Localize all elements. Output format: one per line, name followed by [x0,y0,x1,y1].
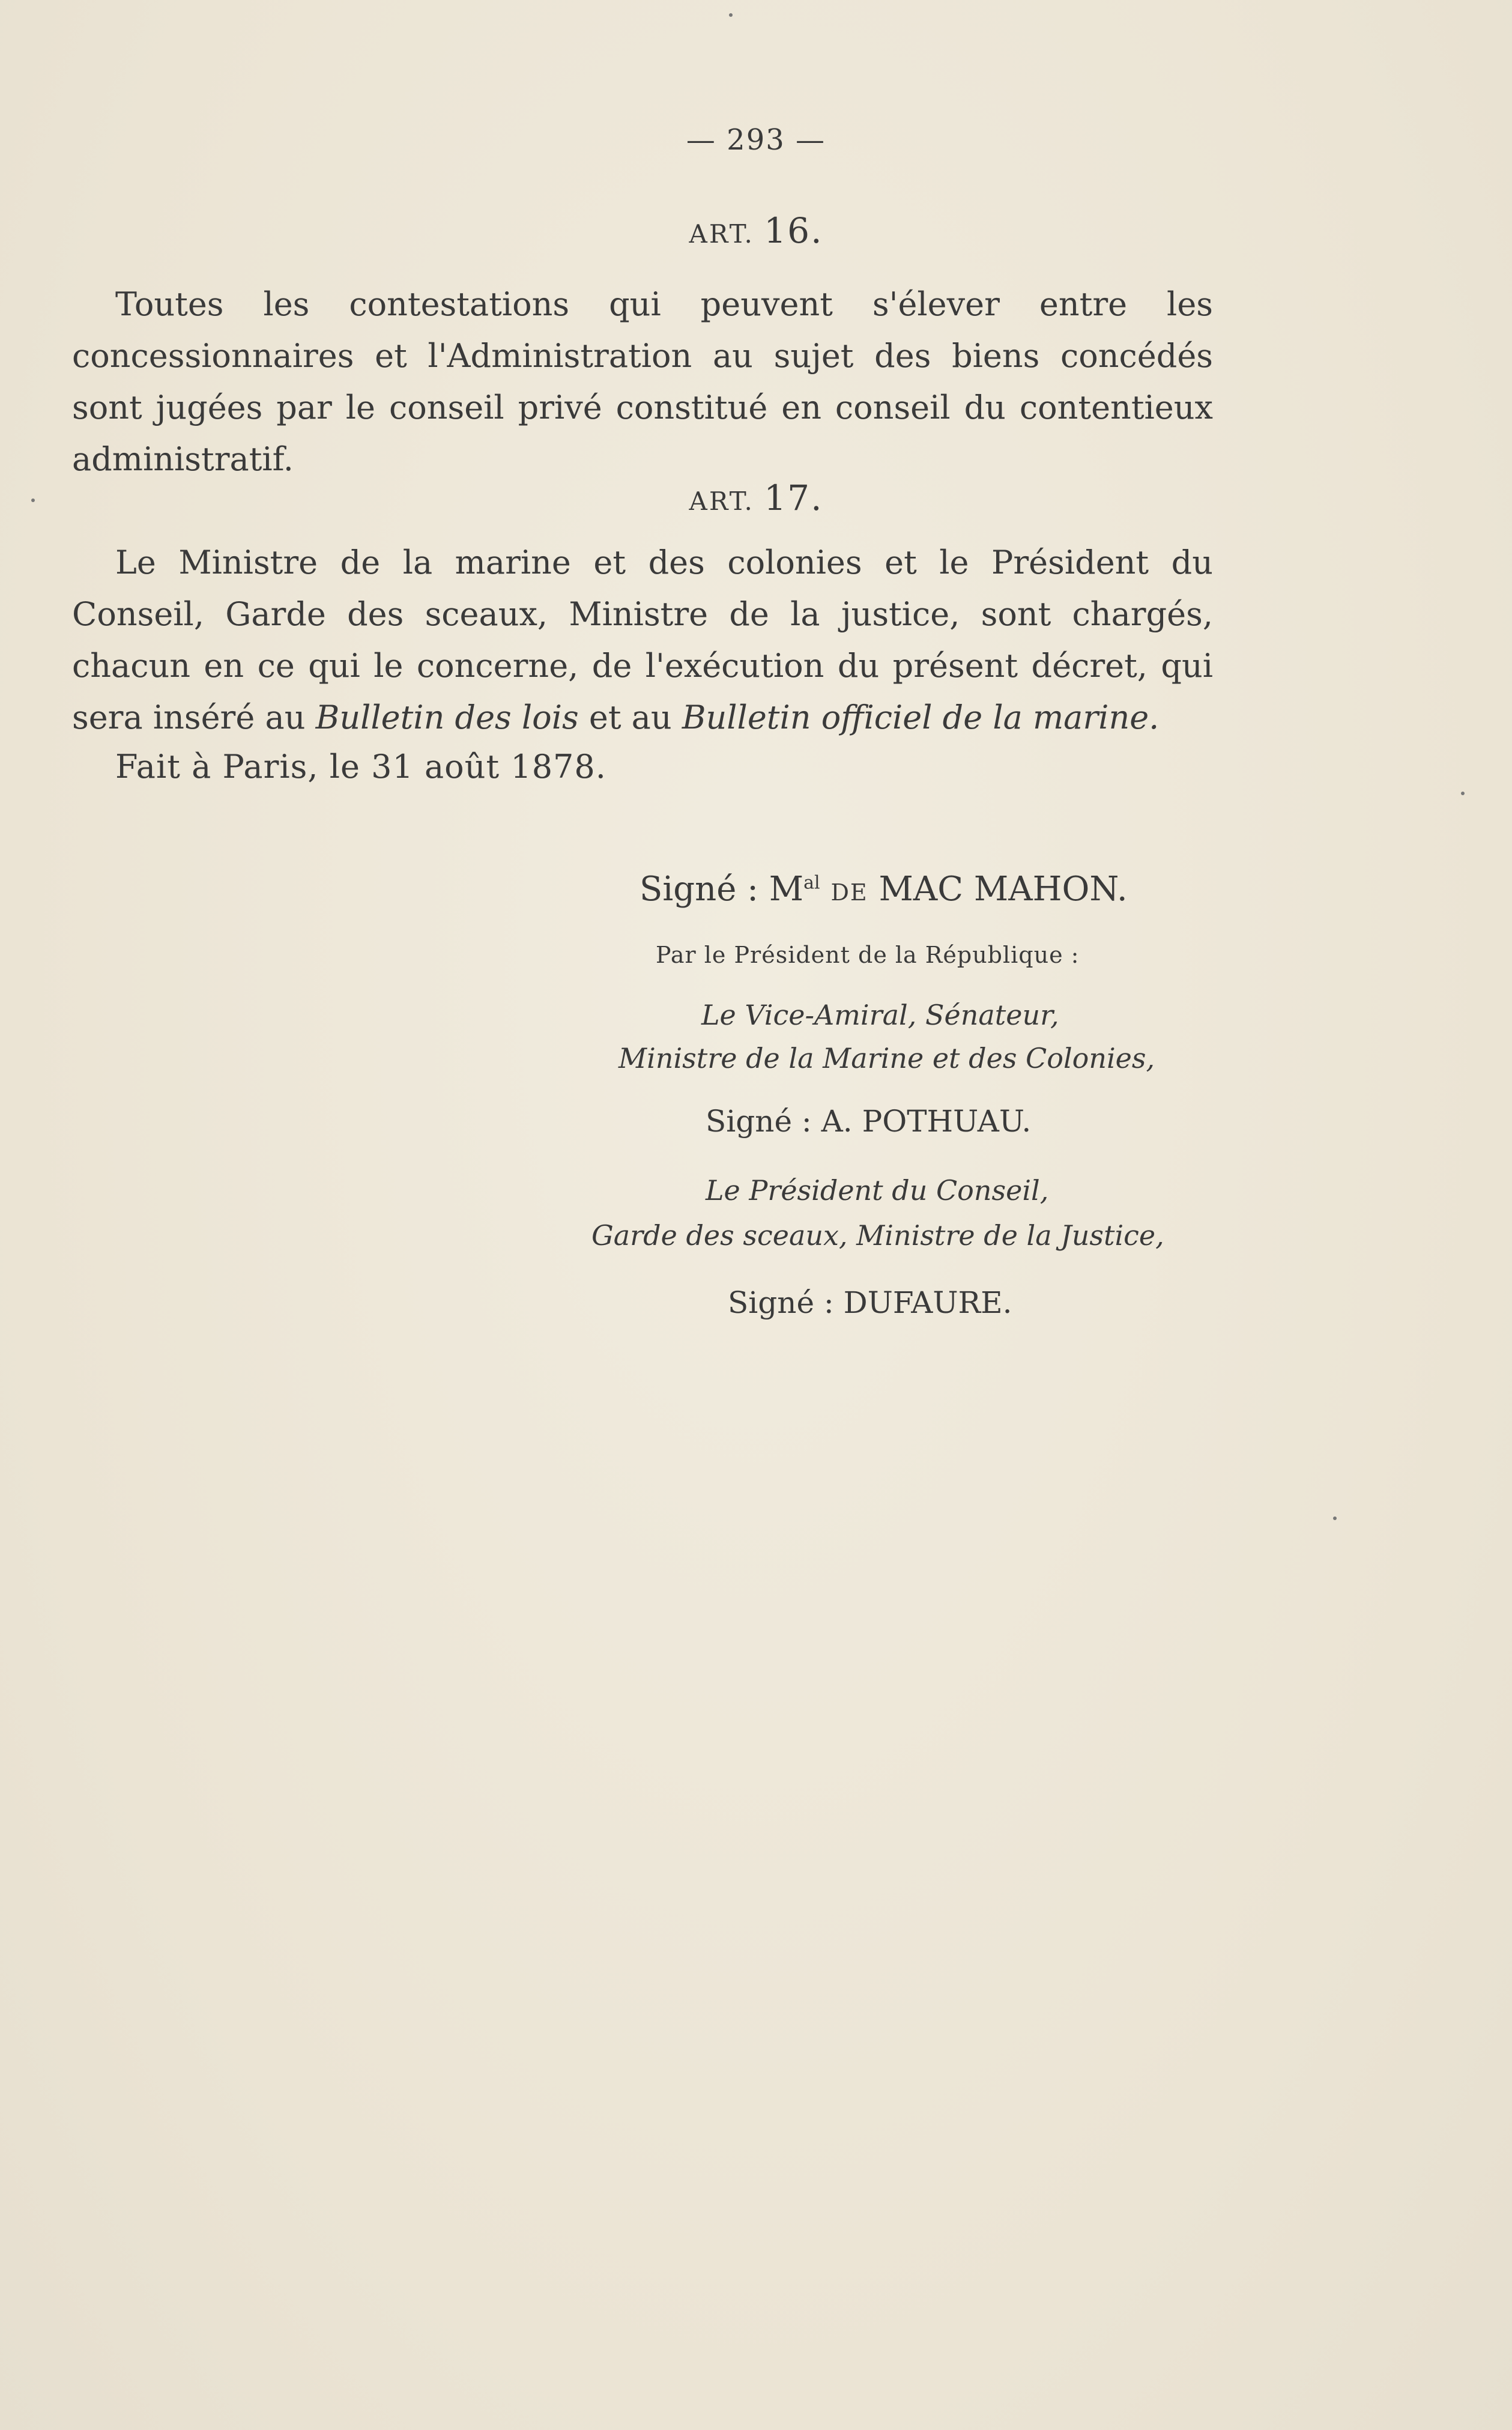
bulletin-lois: Bulletin des lois [315,698,579,736]
signature-dufaure: Signé : DUFAURE. [728,1285,1012,1320]
article-17-text-part2: et au [588,698,672,736]
president-title-line-1: Le Président du Conseil, [706,1174,1049,1207]
article-17-heading [0,477,1512,518]
article-17-text-part1: Le Ministre de la marine et des colonies et le Président du Conseil, Garde des sceaux, Ministre de la justice, sont chargés, chacun en ce qui le concerne, de l'exécution du présent décret, qui sera inséré au [72,544,1213,736]
signature-prefix: Signé : M [640,870,804,909]
par-le-president: Par le Président de la République : [656,942,1080,968]
article-16-text: Toutes les contestations qui peuvent s'élever entre les concessionnaires et l'Administration au sujet des biens concédés sont jugées par le conseil privé constitué en conseil du contentieux administratif. [72,285,1213,478]
article-16-paragraph [72,279,1213,485]
article-16-number: 16. [764,210,823,251]
article-16-label: ART. [689,219,754,249]
article-17-label: ART. [689,486,754,516]
paper-speck [1461,792,1465,795]
article-16-heading [0,210,1512,251]
article-17-paragraph [72,537,1213,744]
bulletin-officiel: Bulletin officiel de la marine. [682,698,1160,736]
signature-pothuau: Signé : A. POTHUAU. [706,1104,1032,1139]
signature-name: MAC MAHON. [878,870,1128,909]
paper-speck [1333,1516,1337,1520]
article-17-number: 17. [764,477,823,518]
page-number: — 293 — [686,123,826,157]
signature-mac-mahon [640,870,1128,909]
signature-particle: DE [830,879,868,906]
minister-title-line-1: Le Vice-Amiral, Sénateur, [701,999,1059,1031]
paper-speck [729,13,733,17]
date-place-line: Fait à Paris, le 31 août 1878. [115,748,606,786]
signature-superscript: al [803,872,820,894]
paper-speck [31,498,35,502]
minister-title-line-2: Ministre de la Marine et des Colonies, [618,1042,1155,1074]
president-title-line-2: Garde des sceaux, Ministre de la Justice, [591,1219,1164,1252]
